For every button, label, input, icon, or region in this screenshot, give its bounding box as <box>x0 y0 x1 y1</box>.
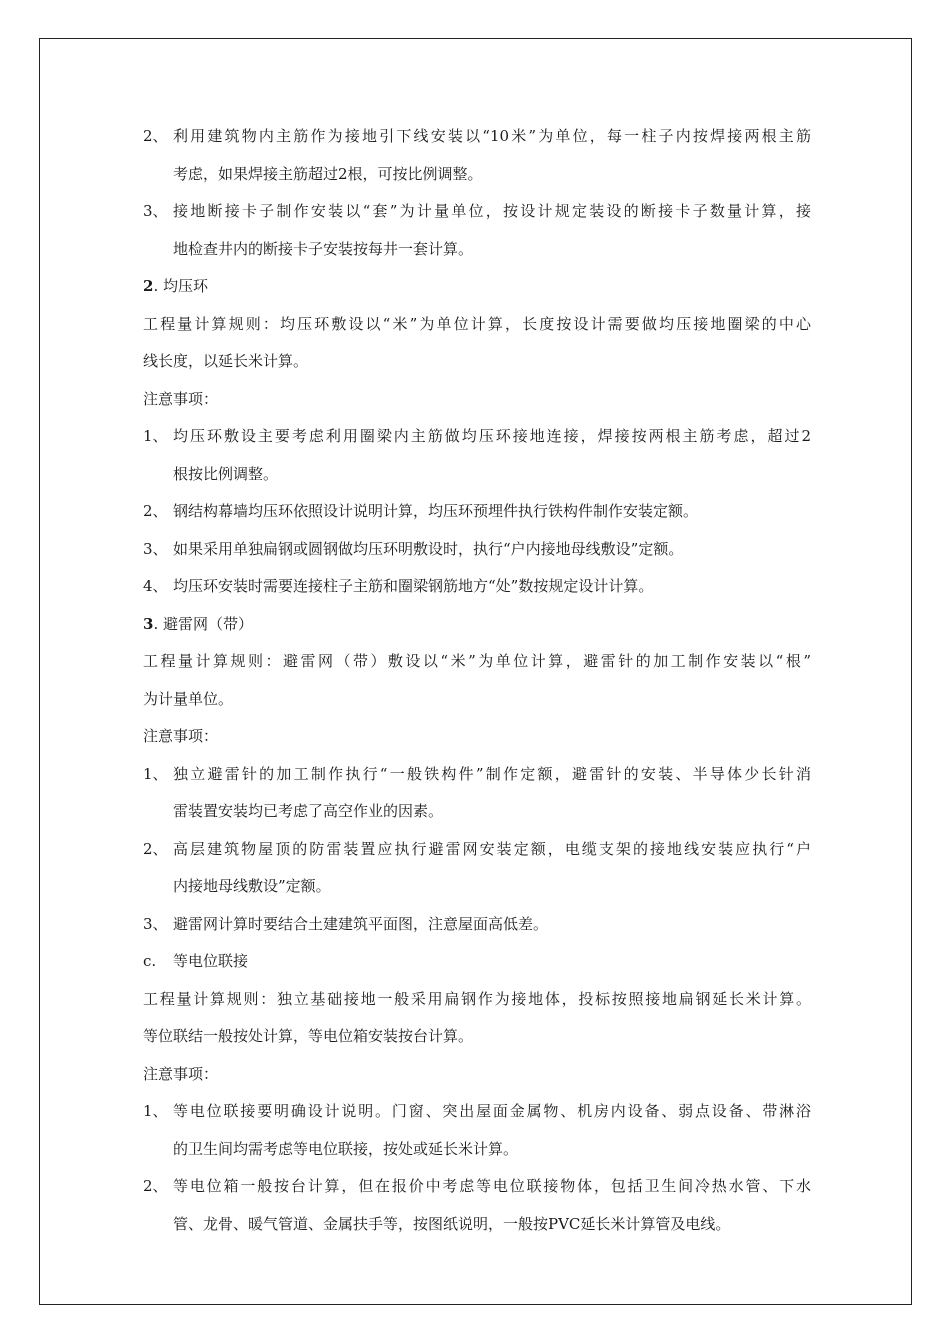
list-number: 2、 <box>143 502 168 520</box>
section-title: 等电位联接 <box>173 952 249 970</box>
list-number: 1、 <box>143 764 168 783</box>
list-text-continuation: 管、龙骨、暖气管道、金属扶手等，按图纸说明，一般按PVC延长米计算管及电线。 <box>173 1214 731 1233</box>
document-body <box>143 118 811 1243</box>
rule-paragraph-continuation: 线长度，以延长米计算。 <box>143 352 309 370</box>
list-text: 等电位箱一般按台计算，但在报价中考虑等电位联接物体，包括卫生间冷热水管、下水 <box>173 1177 811 1195</box>
section-title: 避雷网（带） <box>162 614 253 633</box>
list-text-continuation: 考虑，如果焊接主筋超过2根，可按比例调整。 <box>173 164 483 183</box>
list-number: 1、 <box>143 427 168 445</box>
list-text: 高层建筑物屋顶的防雷装置应执行避雷网安装定额，电缆支架的接地线安装应执行“户 <box>173 839 811 858</box>
list-text-continuation: 根按比例调整。 <box>173 464 279 483</box>
list-text: 避雷网计算时要结合土建建筑平面图，注意屋面高低差。 <box>173 914 549 933</box>
list-number: 3、 <box>143 539 168 558</box>
list-number: 2、 <box>143 1177 168 1195</box>
list-text-continuation: 地检查井内的断接卡子安装按每井一套计算。 <box>173 239 474 258</box>
list-text: 均压环敷设主要考虑利用圈梁内主筋做均压环接地连接，焊接按两根主筋考虑，超过2 <box>173 427 811 445</box>
section-title: 均压环 <box>162 277 208 295</box>
list-text: 均压环安装时需要连接柱子主筋和圈梁钢筋地方“处”数按规定设计计算。 <box>173 577 654 595</box>
list-text: 等电位联接要明确设计说明。门窗、突出屋面金属物、机房内设备、弱点设备、带淋浴 <box>173 1102 811 1120</box>
list-item <box>143 193 811 231</box>
list-number: 4、 <box>143 577 168 595</box>
list-text: 如果采用单独扁钢或圆钢做均压环明敷设时，执行“户内接地母线敷设”定额。 <box>173 539 684 558</box>
rule-paragraph: 工程量计算规则：避雷网（带）敷设以“米”为单位计算，避雷针的加工制作安装以“根” <box>143 652 811 670</box>
rule-paragraph: 工程量计算规则：均压环敷设以“米”为单位计算，长度按设计需要做均压接地圈梁的中心 <box>143 314 811 333</box>
list-item <box>143 118 811 156</box>
section-number: 2 <box>143 277 154 295</box>
list-text: 钢结构幕墙均压环依照设计说明计算，均压环预埋件执行铁构件制作安装定额。 <box>173 502 699 520</box>
list-item <box>143 906 811 944</box>
section-heading <box>143 268 811 306</box>
list-item <box>143 756 811 794</box>
section-number: 3 <box>143 614 154 633</box>
list-item <box>143 418 811 456</box>
section-separator: . <box>153 277 163 295</box>
rule-paragraph: 工程量计算规则：独立基础接地一般采用扁钢作为接地体，投标按照接地扁钢延长米计算。 <box>143 989 811 1008</box>
list-text: 接地断接卡子制作安装以“套”为计量单位，按设计规定装设的断接卡子数量计算，接 <box>173 202 811 220</box>
notes-label: 注意事项： <box>143 727 219 745</box>
section-heading <box>143 606 811 644</box>
list-item <box>143 1168 811 1206</box>
list-number: 2、 <box>143 127 168 145</box>
list-number: 1、 <box>143 1102 168 1120</box>
list-text-continuation: 内接地母线敷设”定额。 <box>173 877 331 895</box>
rule-paragraph-continuation: 等位联结一般按处计算，等电位箱安装按台计算。 <box>143 1027 474 1045</box>
list-number: 2、 <box>143 839 168 858</box>
list-number: 3、 <box>143 202 168 220</box>
section-number: c. <box>143 952 157 970</box>
list-text-continuation: 雷装置安装均已考虑了高空作业的因素。 <box>173 802 444 820</box>
rule-paragraph-continuation: 为计量单位。 <box>143 689 234 708</box>
list-text: 独立避雷针的加工制作执行“一般铁构件”制作定额，避雷针的安装、半导体少长针消 <box>173 764 811 783</box>
list-item <box>143 493 811 531</box>
notes-label: 注意事项： <box>143 1064 219 1083</box>
notes-label: 注意事项： <box>143 389 219 408</box>
section-heading <box>143 943 811 981</box>
section-separator: . <box>153 614 163 633</box>
list-item <box>143 831 811 869</box>
list-text: 利用建筑物内主筋作为接地引下线安装以“10米”为单位，每一柱子内按焊接两根主筋 <box>173 127 811 145</box>
list-number: 3、 <box>143 914 168 933</box>
list-item <box>143 531 811 569</box>
list-item <box>143 568 811 606</box>
list-text-continuation: 的卫生间均需考虑等电位联接，按处或延长米计算。 <box>173 1139 519 1158</box>
list-item <box>143 1093 811 1131</box>
